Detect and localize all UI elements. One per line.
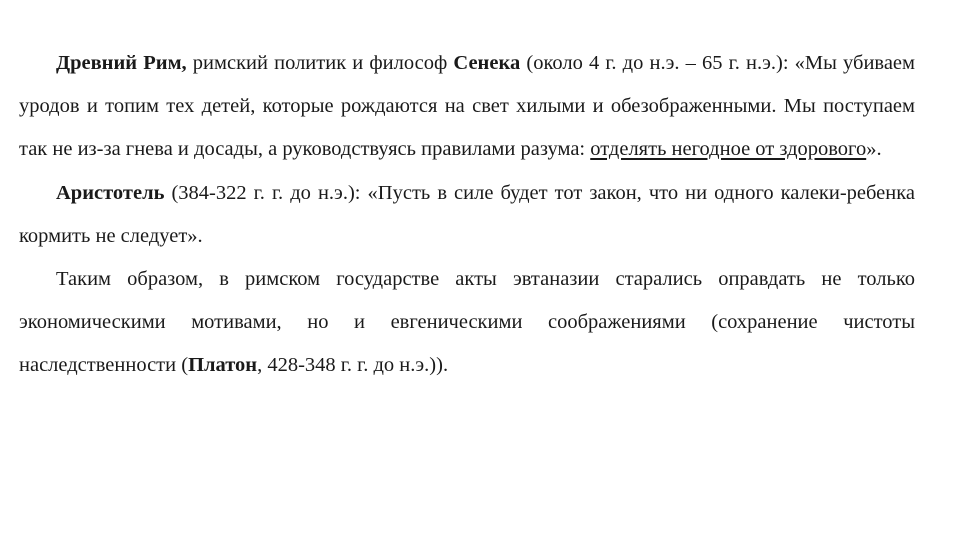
paragraph-conclusion — [19, 258, 915, 388]
text-span-quote: (около 4 г. до н.э. – 65 г. н.э.): «Мы убиваем уродов и топим тех детей, которые рождаются на свет хилыми и обезображенными. Мы поступаем так не из-за гнева и досады, а руководствуясь правилами разума: — [19, 52, 915, 161]
text-span-end: ». — [866, 138, 882, 161]
text-span: римский политик и философ — [186, 52, 454, 74]
underlined-phrase: отделять негодное от здорового — [590, 138, 867, 161]
bold-term-plato: Платон — [188, 354, 258, 377]
bold-term-seneca: Сенека — [453, 52, 521, 74]
text-span-end: , 428-348 г. г. до н.э.)). — [257, 354, 449, 377]
text-span-quote: (384-322 г. г. до н.э.): «Пусть в силе будет тот закон, что ни одного калеки-ребенка кормить не следует». — [19, 181, 915, 247]
paragraph-aristotle — [19, 172, 915, 258]
main-text-block — [19, 42, 915, 388]
bold-term-ancient-rome: Древний Рим, — [56, 52, 187, 74]
bold-term-aristotle: Аристотель — [56, 181, 165, 204]
text-span: Таким образом, в римском государстве акты эвтаназии старались оправдать не только экономическими мотивами, но и евгеническими соображениями (сохранение чистоты наследственности ( — [19, 268, 915, 377]
paragraph-seneca — [19, 42, 915, 172]
